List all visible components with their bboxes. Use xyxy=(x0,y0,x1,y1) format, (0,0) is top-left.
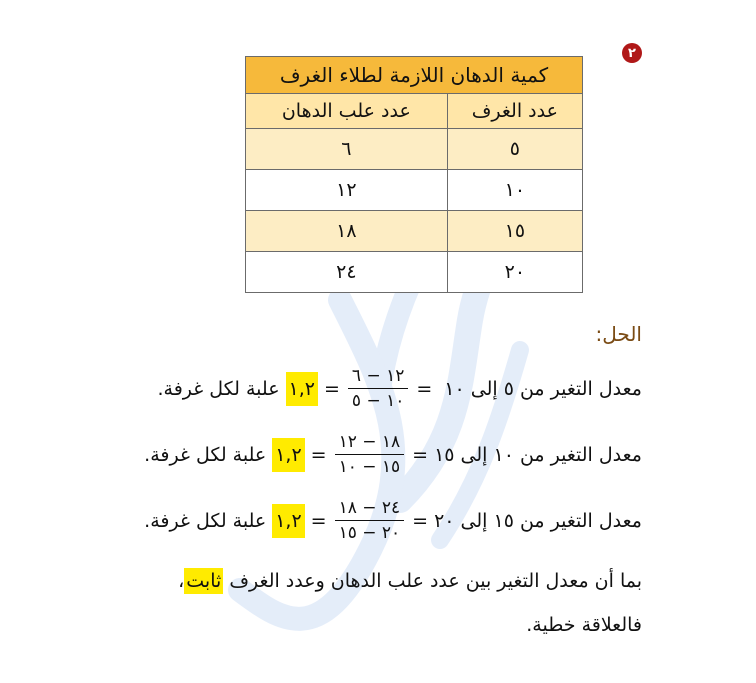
rate-unit: علبة لكل غرفة. xyxy=(144,509,267,532)
cell-rooms: ٢٠ xyxy=(447,252,582,293)
rate-prefix: معدل التغير من ١٠ إلى ١٥ xyxy=(434,443,642,466)
question-number-badge: ٢ xyxy=(622,43,642,63)
equals-sign: = xyxy=(412,443,429,466)
equals-sign: = xyxy=(416,377,433,400)
equals-sign: = xyxy=(310,443,327,466)
rate-result: ١,٢ xyxy=(286,372,318,406)
header-rooms: عدد الغرف xyxy=(447,94,582,129)
paint-table xyxy=(245,56,583,293)
rate-fraction xyxy=(348,366,408,411)
table-row xyxy=(246,211,583,252)
fraction-denominator: ١٥ − ١٠ xyxy=(338,457,401,477)
fraction-numerator: ٢٤ − ١٨ xyxy=(335,498,405,521)
table-row xyxy=(246,252,583,293)
rate-result: ١,٢ xyxy=(272,438,304,472)
rate-line-1 xyxy=(158,366,643,411)
fraction-numerator: ١٢ − ٦ xyxy=(348,366,408,389)
table-row xyxy=(246,129,583,170)
rate-result: ١,٢ xyxy=(272,504,304,538)
rate-unit: علبة لكل غرفة. xyxy=(157,377,280,400)
cell-cans: ٦ xyxy=(246,129,448,170)
cell-cans: ١٨ xyxy=(246,211,448,252)
cell-cans: ٢٤ xyxy=(246,252,448,293)
conclusion-line-2: فالعلاقة خطية. xyxy=(526,614,642,636)
rate-fraction xyxy=(335,432,405,477)
table-title: كمية الدهان اللازمة لطلاء الغرف xyxy=(246,57,583,94)
cell-rooms: ١٥ xyxy=(447,211,582,252)
cell-cans: ١٢ xyxy=(246,170,448,211)
equals-sign: = xyxy=(323,377,340,400)
header-paint-cans: عدد علب الدهان xyxy=(246,94,448,129)
rate-prefix: معدل التغير من ١٥ إلى ٢٠ xyxy=(434,509,642,532)
rate-line-2 xyxy=(144,432,642,477)
solution-label: الحل: xyxy=(595,322,642,346)
rate-unit: علبة لكل غرفة. xyxy=(144,443,267,466)
cell-rooms: ١٠ xyxy=(447,170,582,211)
table-row xyxy=(246,170,583,211)
rate-line-3 xyxy=(144,498,642,543)
rate-fraction xyxy=(335,498,405,543)
conclusion-highlight: ثابت xyxy=(186,570,222,592)
conclusion-text: بما أن معدل التغير بين عدد علب الدهان وعدد الغرف xyxy=(229,570,642,592)
cell-rooms: ٥ xyxy=(447,129,582,170)
conclusion-comma: ، xyxy=(178,570,185,592)
fraction-denominator: ٢٠ − ١٥ xyxy=(338,523,401,543)
fraction-numerator: ١٨ − ١٢ xyxy=(335,432,405,455)
equals-sign: = xyxy=(310,509,327,532)
conclusion-line-1 xyxy=(178,570,642,592)
equals-sign: = xyxy=(412,509,429,532)
rate-prefix: معدل التغير من ٥ إلى ١٠ xyxy=(444,377,642,400)
fraction-denominator: ١٠ − ٥ xyxy=(351,391,405,411)
